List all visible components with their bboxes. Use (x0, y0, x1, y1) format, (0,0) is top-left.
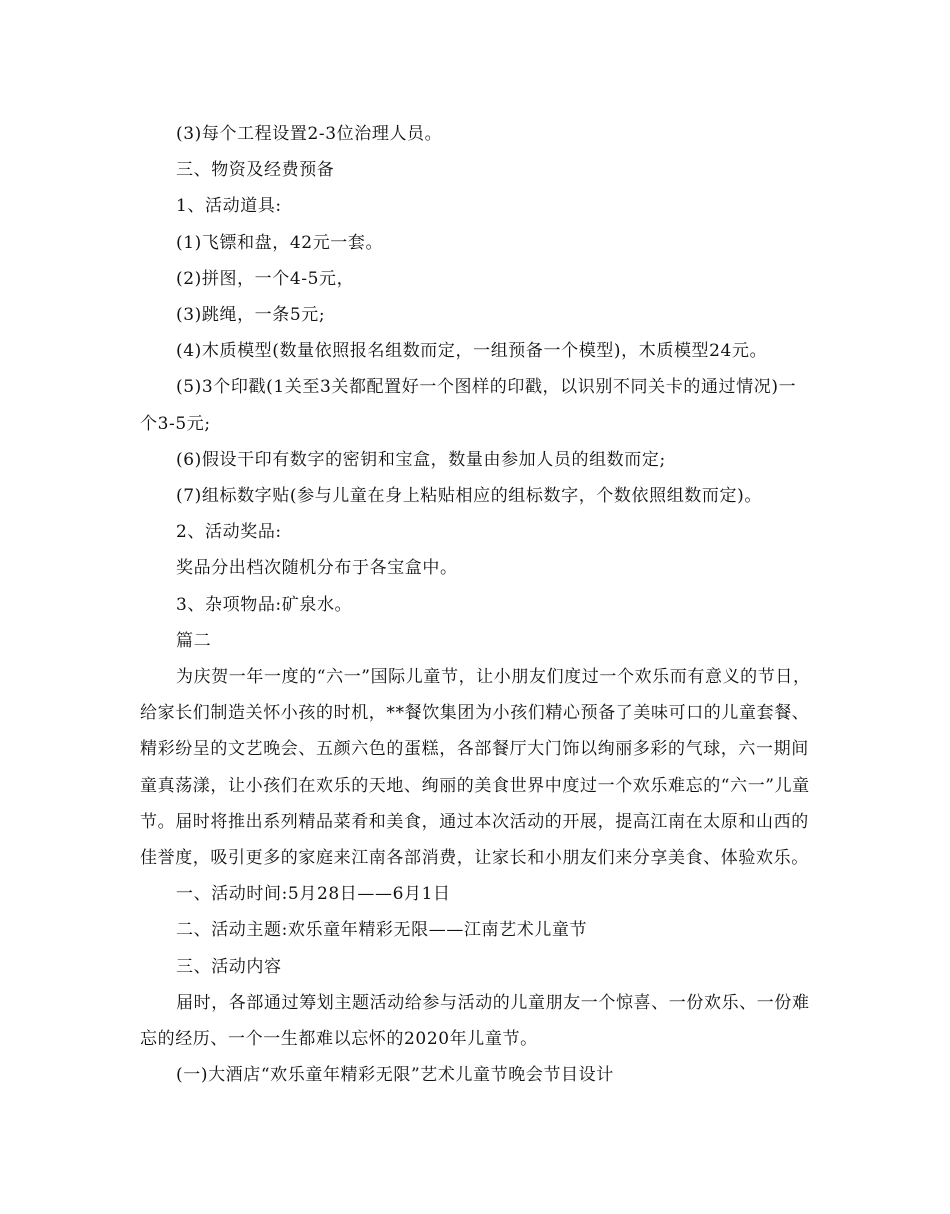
prop-item-puzzle: (2)拼图，一个4-5元， (176, 268, 355, 289)
prop-item-darts: (1)飞镖和盘，42元一套。 (176, 232, 384, 253)
item-3-managers: (3)每个工程设置2-3位治理人员。 (176, 124, 443, 144)
subheading-activity-props: 1、活动道具: (176, 196, 282, 217)
prop-item-jump-rope: (3)跳绳，一条5元; (176, 305, 326, 326)
activity-theme: 二、活动主题:欢乐童年精彩无限——江南艺术儿童节 (176, 920, 588, 941)
prop-item-group-stickers: (7)组标数字贴(参与儿童在身上粘贴相应的组标数字，个数依照组数而定)。 (176, 486, 762, 507)
prize-description: 奖品分出档次随机分布于各宝盒中。 (176, 558, 458, 579)
subheading-activity-prizes: 2、活动奖品: (176, 522, 282, 543)
section-heading-materials-budget: 三、物资及经费预备 (176, 160, 335, 181)
intro-paragraph: 为庆贺一年一度的“六一”国际儿童节，让小朋友们度过一个欢乐而有意义的节日，给家长们制造关怀小孩的时机，**餐饮集团为小孩们精心预备了美味可口的儿童套餐、精彩纷呈的文艺晚会、五颜六色的蛋糕，各部餐厅大门饰以绚丽多彩的气球，六一期间童真荡漾，让小孩们在欢乐的天地、绚丽的美食世界中度过一个欢乐难忘的“六一”儿童节。届时将推出系列精品菜肴和美食，通过本次活动的开展，提高江南在太原和山西的佳誉度，吸引更多的家庭来江南各部消费，让家长和小朋友们来分享美食、体验欢乐。 (140, 667, 811, 869)
prop-item-stamps: (5)3个印戳(1关至3关都配置好一个图样的印戳，以识别不同关卡的通过情况)一个3-5元; (140, 377, 797, 434)
subsection-hotel-gala: (一)大酒店“欢乐童年精彩无限”艺术儿童节晚会节目设计 (176, 1065, 614, 1086)
subheading-misc-items: 3、杂项物品:矿泉水。 (176, 594, 353, 615)
section-heading-activity-content: 三、活动内容 (176, 956, 282, 977)
content-paragraph: 届时，各部通过筹划主题活动给参与活动的儿童朋友一个惊喜、一份欢乐、一份难忘的经历、一个一生都难以忘怀的2020年儿童节。 (140, 992, 810, 1050)
document-body (140, 116, 812, 1093)
prop-item-keys-boxes: (6)假设干印有数字的密钥和宝盒，数量由参加人员的组数而定; (176, 449, 666, 470)
activity-time: 一、活动时间:5月28日——6月1日 (176, 884, 451, 905)
prop-item-wooden-model: (4)木质模型(数量依照报名组数而定，一组预备一个模型)，木质模型24元。 (176, 341, 768, 362)
part-two-heading: 篇二 (176, 630, 212, 651)
